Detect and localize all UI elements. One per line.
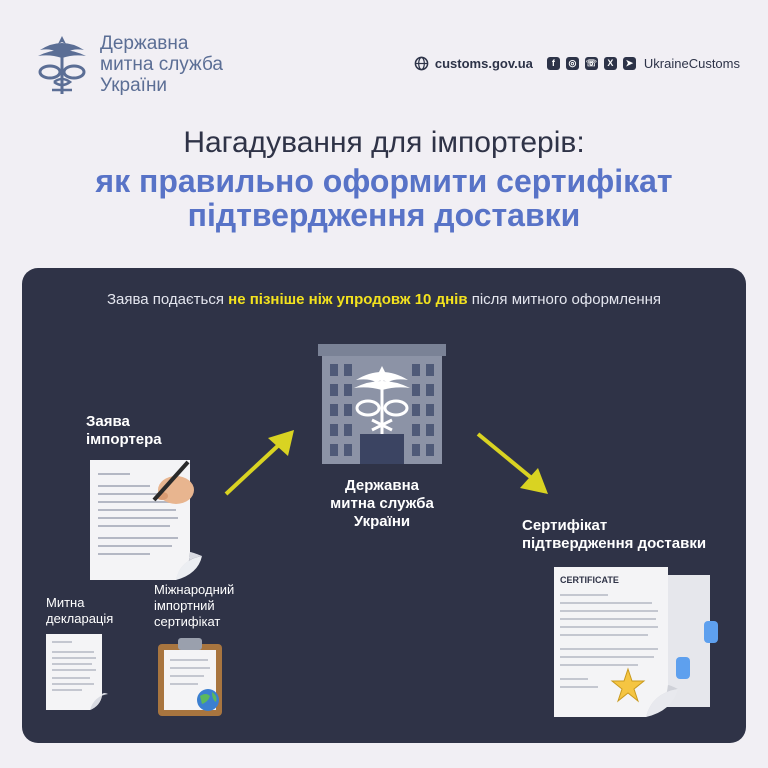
brand-line: Державна — [100, 32, 189, 54]
label-line: сертифікат — [154, 614, 221, 629]
brand-line: України — [100, 74, 168, 96]
facebook-icon[interactable]: f — [547, 57, 560, 70]
label-line: імпортний — [154, 598, 215, 613]
certificate-label — [522, 517, 706, 553]
brand-line: митна служба — [100, 53, 223, 75]
title-highlight — [0, 164, 768, 232]
intl-certificate-label — [154, 582, 234, 630]
label-line: Заява — [86, 413, 130, 430]
clipboard-globe-icon — [154, 636, 230, 718]
customs-emblem-icon — [34, 32, 90, 96]
applicant-label — [86, 413, 162, 449]
label-line: Державна — [345, 477, 419, 494]
deadline-notice — [22, 291, 746, 308]
certificate-document-icon — [548, 561, 724, 723]
label-line: України — [353, 513, 411, 530]
brand — [34, 32, 223, 96]
notice-text: Заява подається — [106, 291, 229, 308]
website-link[interactable]: customs.gov.ua — [434, 56, 533, 71]
globe-icon — [414, 56, 429, 71]
label-line: Митна — [46, 595, 85, 610]
arrow-down-right-icon — [470, 428, 556, 502]
certificate-heading: CERTIFICATE — [560, 575, 619, 585]
notice-highlight: не пізніше ніж упродовж 10 днів — [228, 291, 468, 308]
label-line: Сертифікат — [522, 517, 608, 534]
social-links — [414, 56, 740, 71]
info-panel — [22, 268, 746, 743]
social-handle[interactable]: UkraineCustoms — [643, 56, 740, 71]
application-document-icon — [80, 456, 210, 584]
label-line: Міжнародний — [154, 582, 235, 597]
instagram-icon[interactable]: ◎ — [566, 57, 579, 70]
notice-text: після митного оформлення — [467, 291, 662, 308]
label-line: імпортера — [86, 431, 162, 448]
customs-declaration-icon — [42, 630, 114, 714]
whatsapp-icon[interactable]: ☏ — [585, 58, 598, 68]
title-highlight-line: як правильно оформити сертифікат — [95, 163, 673, 199]
title-highlight-line: підтвердження доставки — [187, 197, 581, 233]
customs-label — [312, 477, 452, 531]
customs-building-icon — [316, 338, 448, 466]
x-icon[interactable]: X — [604, 57, 617, 70]
label-line: підтвердження доставки — [522, 535, 707, 552]
label-line: декларація — [46, 611, 114, 626]
brand-name — [100, 33, 223, 96]
label-line: митна служба — [330, 495, 434, 512]
declaration-label — [46, 595, 113, 627]
arrow-up-right-icon — [218, 424, 302, 500]
telegram-icon[interactable]: ➤ — [623, 57, 636, 70]
title-line-1: Нагадування для імпортерів: — [183, 126, 585, 159]
